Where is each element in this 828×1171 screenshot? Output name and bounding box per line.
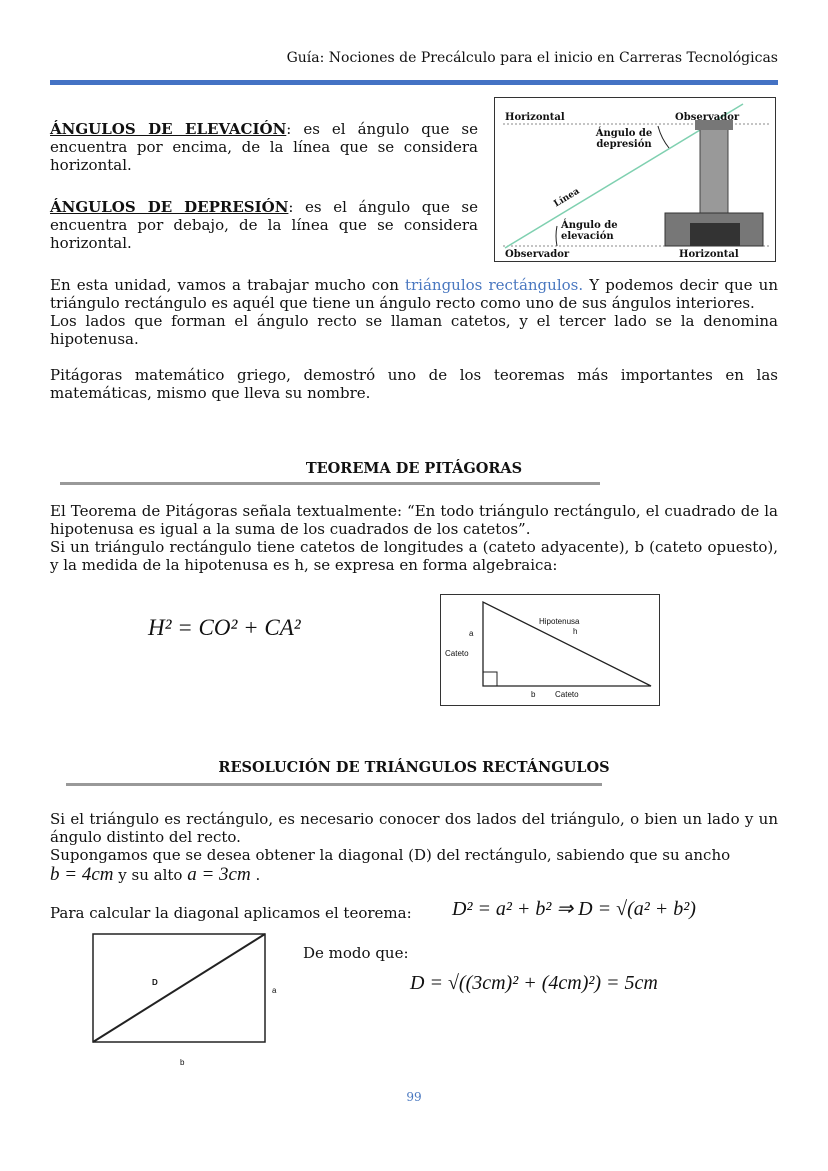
diagonal-formula: D² = a² + b² ⇒ D = √(a² + b²) xyxy=(452,898,696,920)
teorema-title: TEOREMA DE PITÁGORAS xyxy=(305,460,523,477)
label-d: D xyxy=(152,978,158,987)
header-bar xyxy=(50,80,778,85)
label-a: a xyxy=(469,629,474,638)
label-angulo-elevacion: Ángulo de elevación xyxy=(561,220,618,242)
elevacion-def xyxy=(50,120,478,174)
de-modo-que: De modo que: xyxy=(303,944,409,962)
teorema-section xyxy=(50,502,778,574)
label-cateto-left: Cateto xyxy=(445,649,469,658)
header-title: Guía: Nociones de Precálculo para el inicio en Carreras Tecnológicas xyxy=(286,50,778,66)
b-value: b = 4cm xyxy=(50,864,114,885)
label-rect-b: b xyxy=(180,1058,185,1067)
elevacion-term: ÁNGULOS DE ELEVACIÓN xyxy=(50,120,287,138)
label-b: b xyxy=(531,690,536,699)
resolucion-section xyxy=(50,810,778,884)
label-rect-a: a xyxy=(272,986,277,995)
right-triangle-diagram xyxy=(441,595,659,705)
triangulos-link: triángulos rectángulos. xyxy=(404,276,584,294)
label-horizontal-top: Horizontal xyxy=(505,112,565,123)
rectangle-figure xyxy=(92,932,267,1044)
depresion-text: : es el ángulo que se encuentra por debajo, de la línea que se considera horizontal. xyxy=(50,198,478,252)
pitagoras-formula: H² = CO² + CA² xyxy=(148,615,301,640)
intro-p2: Los lados que forman el ángulo recto se llaman catetos, y el tercer lado se la denomina hipotenusa. xyxy=(50,312,778,348)
resolucion-rule xyxy=(66,783,602,786)
text-mid: y su alto xyxy=(113,866,188,884)
lighthouse-figure xyxy=(494,97,776,262)
intro-text: En esta unidad, vamos a trabajar mucho con xyxy=(50,276,405,294)
resolucion-title: RESOLUCIÓN DE TRIÁNGULOS RECTÁNGULOS xyxy=(218,759,610,776)
label-angulo-depresion: Ángulo de depresión xyxy=(595,128,653,150)
intro-text-2: Y podemos decir que un triángulo rectángulo es aquél que tiene un ángulo recto como uno de sus ángulos interiores. xyxy=(50,276,778,312)
label-hipotenusa: Hipotenusa xyxy=(539,617,580,626)
triangle-figure xyxy=(440,594,660,706)
label-horizontal-bottom: Horizontal xyxy=(679,249,739,260)
teorema-rule xyxy=(60,482,600,485)
intro-p3: Pitágoras matemático griego, demostró uno de los teoremas más importantes en las matemáticas, mismo que lleva su nombre. xyxy=(50,366,778,402)
intro-section xyxy=(50,276,778,402)
teorema-p1: El Teorema de Pitágoras señala textualmente: “En todo triángulo rectángulo, el cuadrado de la hipotenusa es igual a la suma de los cuadrados de los catetos”. xyxy=(50,502,778,538)
label-linea: Línea xyxy=(552,186,582,210)
resolucion-p1: Si el triángulo es rectángulo, es necesario conocer dos lados del triángulo, o bien un lado y un ángulo distinto del recto. xyxy=(50,810,778,846)
resolucion-p2: Supongamos que se desea obtener la diagonal (D) del rectángulo, sabiendo que su ancho xyxy=(50,846,731,864)
result-formula: D = √((3cm)² + (4cm)²) = 5cm xyxy=(410,972,658,994)
page-number: 99 xyxy=(406,1090,422,1104)
resolucion-p3: Para calcular la diagonal aplicamos el teorema: xyxy=(50,904,412,922)
label-cateto-bottom: Cateto xyxy=(555,690,579,699)
label-observador-top: Observador xyxy=(675,112,740,123)
rectangle-diagram xyxy=(92,932,267,1044)
depresion-def xyxy=(50,198,478,252)
elevacion-text: : es el ángulo que se encuentra por encima, de la línea que se considera horizontal. xyxy=(50,120,478,174)
text-end: . xyxy=(250,866,261,884)
label-observador-bottom: Observador xyxy=(505,249,570,260)
depresion-term: ÁNGULOS DE DEPRESIÓN xyxy=(50,198,289,216)
teorema-p2: Si un triángulo rectángulo tiene catetos de longitudes a (cateto adyacente), b (cateto opuesto), y la medida de la hipotenusa es h, se expresa en forma algebraica: xyxy=(50,538,778,574)
a-value: a = 3cm xyxy=(187,864,251,885)
label-h: h xyxy=(573,627,578,636)
